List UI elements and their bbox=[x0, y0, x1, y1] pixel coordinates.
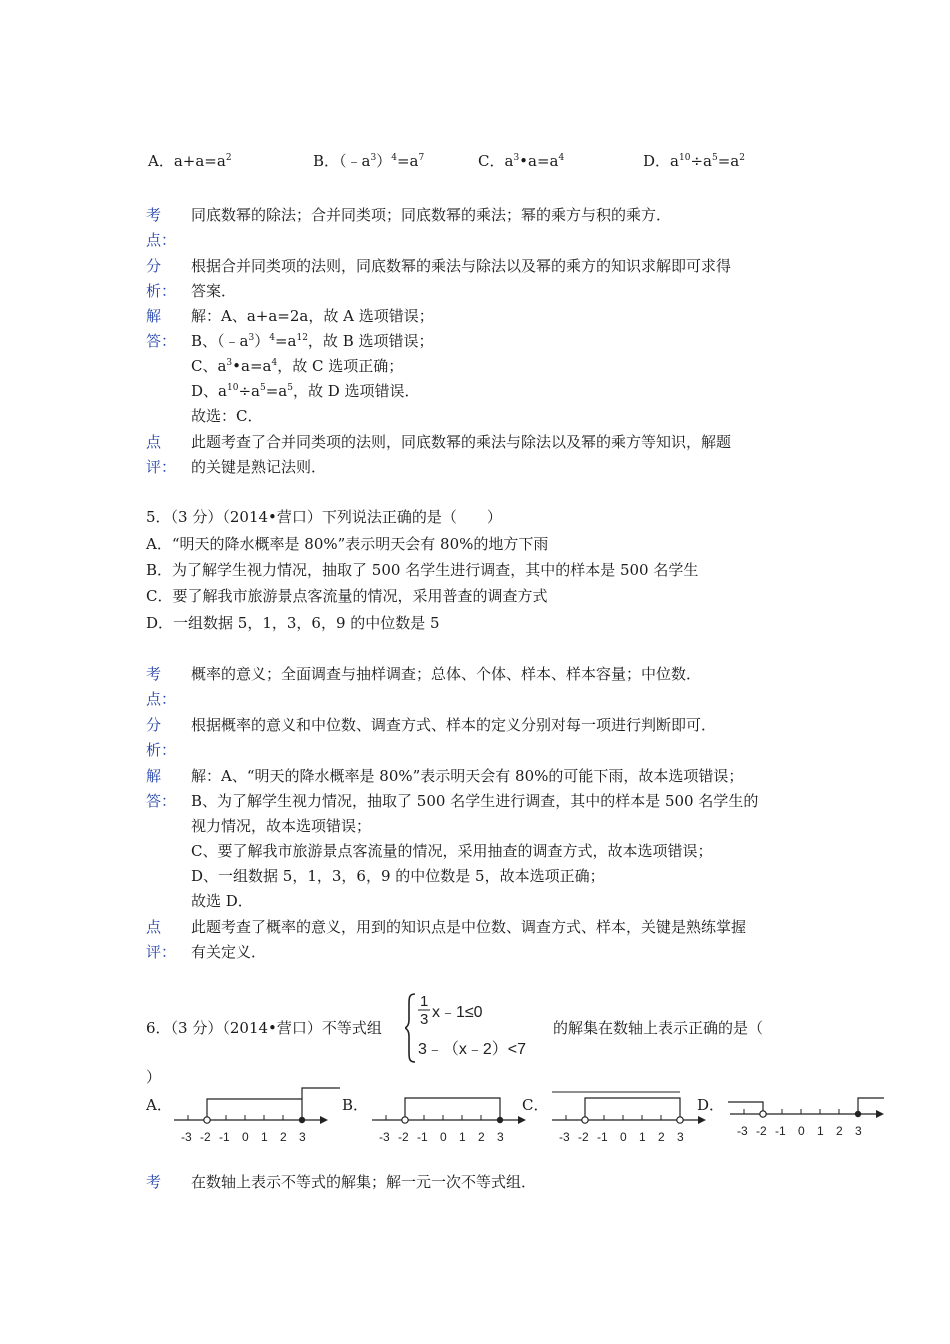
tick-label: 2 bbox=[478, 1130, 485, 1144]
q5-dianping-text-2: 有关定义． bbox=[191, 943, 267, 961]
q4-jieda-line-4: D、$a^{10}\div a^5=a^5$，故 D 选项错误． bbox=[191, 382, 420, 400]
q5-fenxi-label: 分 bbox=[146, 716, 162, 734]
tick-label: -2 bbox=[200, 1130, 211, 1144]
solution-bracket-left bbox=[728, 1102, 763, 1114]
q6-stem-prefix: 6．（3 分）（2014•营口）不等式组 bbox=[146, 1019, 382, 1037]
q5-dianping-label-2: 评： bbox=[146, 943, 177, 961]
closed-dot-icon bbox=[497, 1117, 503, 1123]
q6-option-d-label: D． bbox=[697, 1096, 725, 1114]
number-line-c-svg bbox=[548, 1086, 718, 1146]
number-line-b-svg bbox=[368, 1086, 538, 1146]
q4-dianping-label: 点 bbox=[146, 433, 162, 451]
q4-jieda-label-2: 答： bbox=[146, 332, 177, 350]
tick-label: -2 bbox=[578, 1130, 589, 1144]
q5-option-c: C．要了解我市旅游景点客流量的情况，采用普查的调查方式 bbox=[146, 587, 548, 605]
tick-label: 1 bbox=[817, 1124, 824, 1138]
axis-arrow-icon bbox=[320, 1116, 328, 1124]
q6-kaodian-text: 在数轴上表示不等式的解集；解一元一次不等式组． bbox=[191, 1173, 537, 1191]
q5-jieda-line-4: C、要了解我市旅游景点客流量的情况，采用抽查的调查方式，故本选项错误； bbox=[191, 842, 713, 860]
q4-fenxi-text: 根据合并同类项的法则，同底数幂的乘法与除法以及幂的乘方的知识求解即可求得 bbox=[191, 257, 732, 275]
q5-option-a: A．“明天的降水概率是 80%”表示明天会有 80%的地方下雨 bbox=[146, 535, 549, 553]
solution-bracket-right bbox=[858, 1098, 884, 1114]
tick-label: 0 bbox=[242, 1130, 249, 1144]
tick-label: 2 bbox=[836, 1124, 843, 1138]
tick-label: 1 bbox=[459, 1130, 466, 1144]
q5-jieda-line-5: D、一组数据 5，1，3，6，9 的中位数是 5，故本选项正确； bbox=[191, 867, 605, 885]
q5-stem: 5．（3 分）（2014•营口）下列说法正确的是（ ） bbox=[146, 508, 502, 526]
q5-kaodian-label-2: 点： bbox=[146, 690, 177, 708]
tick-label: -3 bbox=[559, 1130, 570, 1144]
q4-fenxi-text-2: 答案． bbox=[191, 282, 237, 300]
open-dot-icon bbox=[677, 1117, 683, 1123]
q4-fenxi-label-2: 析： bbox=[146, 282, 177, 300]
tick-label: -3 bbox=[737, 1124, 748, 1138]
q5-jieda-label: 解 bbox=[146, 767, 162, 785]
q4-dianping-text-2: 的关键是熟记法则． bbox=[191, 458, 327, 476]
q6-number-line-c bbox=[548, 1086, 718, 1150]
q5-fenxi-label-2: 析： bbox=[146, 741, 177, 759]
q4-kaodian-text: 同底数幂的除法；合并同类项；同底数幂的乘法；幂的乘方与积的乘方． bbox=[191, 206, 672, 224]
solution-bracket bbox=[405, 1098, 500, 1120]
tick-label: 1 bbox=[261, 1130, 268, 1144]
q6-number-line-d bbox=[726, 1086, 896, 1150]
tick-label: 1 bbox=[639, 1130, 646, 1144]
number-line-d-svg bbox=[726, 1086, 896, 1146]
tick-label: -1 bbox=[597, 1130, 608, 1144]
q4-option-a: A．$a+a=a^2$ bbox=[148, 152, 232, 170]
q6-option-c-label: C． bbox=[522, 1096, 549, 1114]
tick-label: 2 bbox=[658, 1130, 665, 1144]
tick-label: 3 bbox=[855, 1124, 862, 1138]
q4-option-b: B．$(﹣a^3)^4=a^7$ bbox=[313, 152, 425, 170]
open-dot-icon bbox=[204, 1117, 210, 1123]
q4-jieda-line-2: B、$(﹣a^3)^4=a^{12}$，故 B 选项错误； bbox=[191, 332, 434, 350]
tick-label: -3 bbox=[181, 1130, 192, 1144]
q6-inequality-system bbox=[405, 990, 545, 1066]
q6-number-line-a bbox=[170, 1086, 345, 1150]
q5-jieda-line-1: 解：A、“明天的降水概率是 80%”表示明天会有 80%的可能下雨，故本选项错误； bbox=[191, 767, 744, 785]
q4-jieda-line-1: 解：A、a+a=2a，故 A 选项错误； bbox=[191, 307, 434, 325]
q5-jieda-line-2: B、为了解学生视力情况，抽取了 500 名学生进行调查，其中的样本是 500 名学生的 bbox=[191, 792, 759, 810]
q5-dianping-text: 此题考查了概率的意义，用到的知识点是中位数、调查方式、样本，关键是熟练掌握 bbox=[191, 918, 747, 936]
ineq2: 3﹣（x﹣2）<7 bbox=[418, 1041, 527, 1058]
axis-arrow-icon bbox=[518, 1116, 526, 1124]
tick-label: 3 bbox=[497, 1130, 504, 1144]
q4-option-c: C．$a^3•a=a^4$ bbox=[478, 152, 565, 170]
open-dot-icon bbox=[760, 1111, 766, 1117]
q6-stem-suffix: 的解集在数轴上表示正确的是（ bbox=[553, 1019, 764, 1037]
tick-label: 0 bbox=[440, 1130, 447, 1144]
q5-jieda-line-3: 视力情况，故本选项错误； bbox=[191, 817, 372, 835]
q5-fenxi-text: 根据概率的意义和中位数、调查方式、样本的定义分别对每一项进行判断即可． bbox=[191, 716, 717, 734]
tick-label: 3 bbox=[299, 1130, 306, 1144]
ineq1-rest: x﹣1≤0 bbox=[432, 1004, 483, 1021]
tick-label: -2 bbox=[398, 1130, 409, 1144]
q4-kaodian-label: 考 bbox=[146, 206, 162, 224]
number-line-a-svg bbox=[170, 1086, 345, 1146]
q4-fenxi-label: 分 bbox=[146, 257, 162, 275]
tick-label: -3 bbox=[379, 1130, 390, 1144]
q6-stem-close: ） bbox=[146, 1068, 162, 1086]
q5-option-b: B．为了解学生视力情况，抽取了 500 名学生进行调查，其中的样本是 500 名学生 bbox=[146, 561, 699, 579]
q5-kaodian-label: 考 bbox=[146, 665, 162, 683]
q5-jieda-label-2: 答： bbox=[146, 792, 177, 810]
q5-option-d: D．一组数据 5，1，3，6，9 的中位数是 5 bbox=[146, 614, 440, 632]
q6-number-line-b bbox=[368, 1086, 538, 1150]
q6-option-a-label: A． bbox=[146, 1096, 172, 1114]
closed-dot-icon bbox=[855, 1111, 861, 1117]
tick-label: 2 bbox=[280, 1130, 287, 1144]
tick-label: -1 bbox=[417, 1130, 428, 1144]
tick-label: -1 bbox=[219, 1130, 230, 1144]
tick-label: 0 bbox=[620, 1130, 627, 1144]
tick-label: -1 bbox=[775, 1124, 786, 1138]
solution-bracket-left bbox=[207, 1099, 302, 1120]
q4-option-d: D．$a^{10}\div a^5=a^2$ bbox=[643, 152, 745, 170]
q4-jieda-choose: 故选：C． bbox=[191, 407, 263, 425]
ineq1-numerator: 1 bbox=[420, 993, 429, 1010]
open-dot-icon bbox=[402, 1117, 408, 1123]
q6-option-b-label: B． bbox=[342, 1096, 369, 1114]
closed-dot-icon bbox=[299, 1117, 305, 1123]
q5-dianping-label: 点 bbox=[146, 918, 162, 936]
q4-dianping-text: 此题考查了合并同类项的法则，同底数幂的乘法与除法以及幂的乘方等知识，解题 bbox=[191, 433, 732, 451]
tick-label: -2 bbox=[756, 1124, 767, 1138]
open-dot-icon bbox=[582, 1117, 588, 1123]
solution-bracket bbox=[585, 1098, 680, 1120]
q4-kaodian-label-2: 点： bbox=[146, 231, 177, 249]
q5-jieda-line-6: 故选 D． bbox=[191, 892, 253, 910]
axis-arrow-icon bbox=[876, 1110, 884, 1118]
axis-arrow-icon bbox=[698, 1116, 706, 1124]
q4-jieda-line-3: C、$a^3•a=a^4$，故 C 选项正确； bbox=[191, 357, 404, 375]
q5-kaodian-text: 概率的意义；全面调查与抽样调查；总体、个体、样本、样本容量；中位数． bbox=[191, 665, 702, 683]
tick-label: 0 bbox=[798, 1124, 805, 1138]
ineq1-denominator: 3 bbox=[420, 1011, 429, 1028]
solution-bracket-right bbox=[302, 1088, 340, 1120]
q4-dianping-label-2: 评： bbox=[146, 458, 177, 476]
q6-kaodian-label: 考 bbox=[146, 1173, 162, 1191]
tick-label: 3 bbox=[677, 1130, 684, 1144]
q4-jieda-label: 解 bbox=[146, 307, 162, 325]
brace-icon bbox=[405, 994, 415, 1062]
